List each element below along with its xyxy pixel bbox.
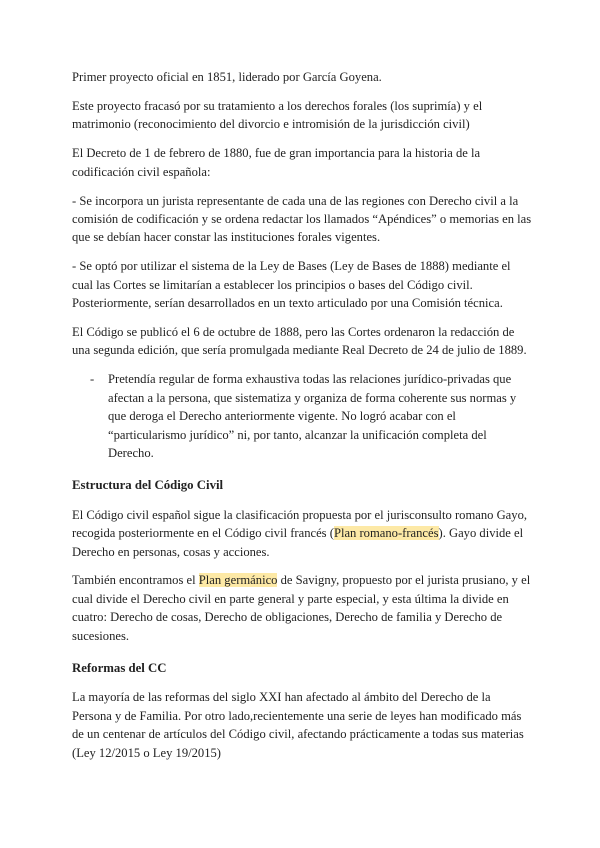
document-page (72, 68, 532, 773)
paragraph-jurist-incorporation: - Se incorpora un jurista representante de cada una de las regiones con Derecho civil a la comisión de codificación y se ordena redactar los llamados “Apéndices” o memorias en las que se debían hacer constar las instituciones forales vigentes. (72, 193, 532, 245)
paragraph-first-project: Primer proyecto oficial en 1851, liderado por García Goyena. (72, 70, 382, 84)
text-run: ). Gayo divide el Derecho en personas, cosas y acciones. (72, 526, 524, 559)
text-run: de Savigny, propuesto por el jurista prusiano, y el cual divide el Derecho civil en parte general y parte especial, y esta última la divide en cuatro: Derecho de cosas, Derecho de obligaciones, Derecho de familia y Derecho de sucesiones. (72, 573, 531, 643)
paragraph-reforms: La mayoría de las reformas del siglo XXI han afectado al ámbito del Derecho de la Persona y de Familia. Por otro lado,recientemente una serie de leyes han modificado más de un centenar de artículos del Código civil, afectando prácticamente a todas sus materias (Ley 12/2015 o Ley 19/2015) (72, 690, 524, 760)
bullet-marker: - (90, 372, 95, 387)
heading-code-structure: Estructura del Código Civil (72, 478, 224, 493)
highlighted-text: Plan germánico (198, 573, 278, 588)
list-item (72, 370, 532, 462)
highlighted-text: Plan romano-francés (333, 526, 439, 541)
bullet-text: Pretendía regular de forma exhaustiva todas las relaciones jurídico-privadas que afectan a la persona, que sistematiza y organiza de forma coherente sus normas y que deroga el Derecho anteriormente vigente. No logró acabar con el “particularismo jurídico” ni, por tanto, alcanzar la unificación completa del Derecho. (108, 372, 517, 460)
paragraph-gayo-classification (72, 506, 532, 561)
paragraph-savigny-plan (72, 571, 532, 645)
text-run: El Código civil español sigue la clasificación propuesta por el jurisconsulto romano Gayo, recogida posteriormente en el Código civil francés ( (72, 507, 528, 541)
paragraph-decree-1880: El Decreto de 1 de febrero de 1880, fue de gran importancia para la historia de la codificación civil española: (72, 146, 481, 179)
paragraph-code-publication: El Código se publicó el 6 de octubre de 1888, pero las Cortes ordenaron la redacción de una segunda edición, que sería promulgada mediante Real Decreto de 24 de julio de 1889. (72, 324, 527, 358)
paragraph-project-failure: Este proyecto fracasó por su tratamiento a los derechos forales (los suprimía) y el matrimonio (reconocimiento del divorcio e intromisión de la jurisdicción civil) (72, 98, 483, 132)
heading-cc-reforms: Reformas del CC (72, 661, 167, 676)
text-run: También encontramos el (72, 573, 199, 588)
paragraph-law-of-bases: - Se optó por utilizar el sistema de la Ley de Bases (Ley de Bases de 1888) mediante el cual las Cortes se limitarían a establecer los principios o bases del Código civil. Posteriormente, serían desarrollados en un texto articulado por una Comisión técnica. (72, 259, 511, 311)
